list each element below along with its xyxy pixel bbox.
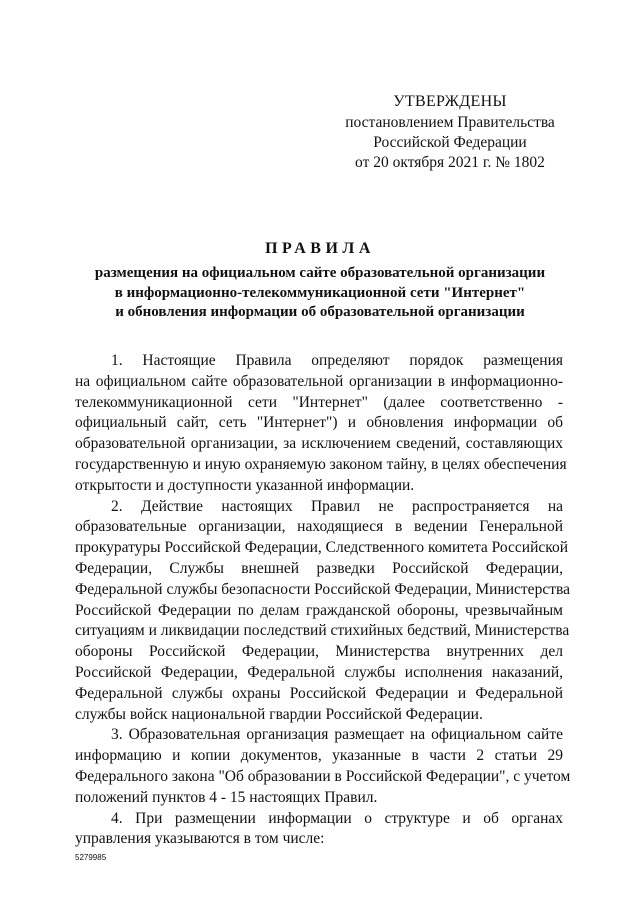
text-line: службы войск национальной гвардии Российской Федерации.	[75, 705, 483, 723]
text-line: официальный сайт, сеть "Интернет") и обновления информации об	[75, 414, 563, 432]
text-line: государственную и иную охраняемую законом тайну, в целях обеспечения	[75, 455, 567, 473]
text-line: управления указываются в том числе:	[75, 830, 325, 848]
approval-title: УТВЕРЖДЕНЫ	[393, 93, 507, 110]
text-line: положений пунктов 4 - 15 настоящих Правил.	[75, 788, 378, 806]
text-line: Российской Федерации, Федеральной службы исполнения наказаний,	[75, 663, 563, 681]
text-line: ситуациям и ликвидации последствий стихийных бедствий, Министерства	[75, 622, 570, 640]
paragraph-2	[75, 497, 570, 726]
document-code: 5279985	[75, 853, 107, 862]
document-subtitle	[60, 264, 580, 323]
approval-line-1: постановлением Правительства	[345, 114, 555, 131]
subtitle-line: размещения на официальном сайте образовательной организации	[94, 265, 546, 281]
approval-block	[340, 92, 560, 173]
subtitle-line: в информационно-телекоммуникационной сети "Интернет"	[114, 284, 526, 301]
text-line: 4. При размещении информации о структуре и об органах	[111, 809, 563, 827]
text-line: Федерации, Службы внешней разведки Российской Федерации,	[75, 559, 563, 577]
text-line: открытости и доступности указанной информации.	[75, 476, 415, 494]
text-line: образовательные организации, находящиеся в ведении Генеральной	[75, 518, 563, 536]
text-line: образовательной организации, за исключением сведений, составляющих	[75, 435, 563, 453]
text-line: Федеральной службы охраны Российской Федерации и Федеральной	[75, 684, 563, 702]
subtitle-line: и обновления информации об образовательной организации	[115, 304, 525, 320]
text-line: Федеральной службы безопасности Российской Федерации, Министерства	[75, 580, 570, 598]
paragraph-3	[75, 725, 571, 808]
text-line: прокуратуры Российской Федерации, Следственного комитета Российской	[75, 539, 569, 557]
text-line: Российской Федерации по делам гражданской обороны, чрезвычайным	[75, 601, 563, 619]
text-line: 2. Действие настоящих Правил не распространяется на	[111, 497, 563, 515]
text-line: 1. Настоящие Правила определяют порядок размещения	[111, 352, 563, 369]
text-line: информацию и копии документов, указанные в части 2 статьи 29	[75, 747, 563, 765]
text-line: телекоммуникационной сети "Интернет" (далее соответственно -	[75, 393, 563, 411]
paragraph-1	[75, 351, 567, 497]
document-title: ПРАВИЛА	[265, 240, 375, 257]
text-line: Федерального закона "Об образовании в Российской Федерации", с учетом	[75, 767, 571, 785]
text-line: обороны Российской Федерации, Министерства внутренних дел	[75, 643, 563, 661]
approval-line-2: Российской Федерации	[373, 134, 527, 151]
approval-line-3: от 20 октября 2021 г. № 1802	[355, 154, 545, 171]
paragraph-4	[75, 809, 563, 851]
text-line: 3. Образовательная организация размещает на официальном сайте	[111, 726, 563, 744]
text-line: на официальном сайте образовательной организации в информационно-	[75, 372, 563, 390]
document-body	[75, 351, 571, 850]
